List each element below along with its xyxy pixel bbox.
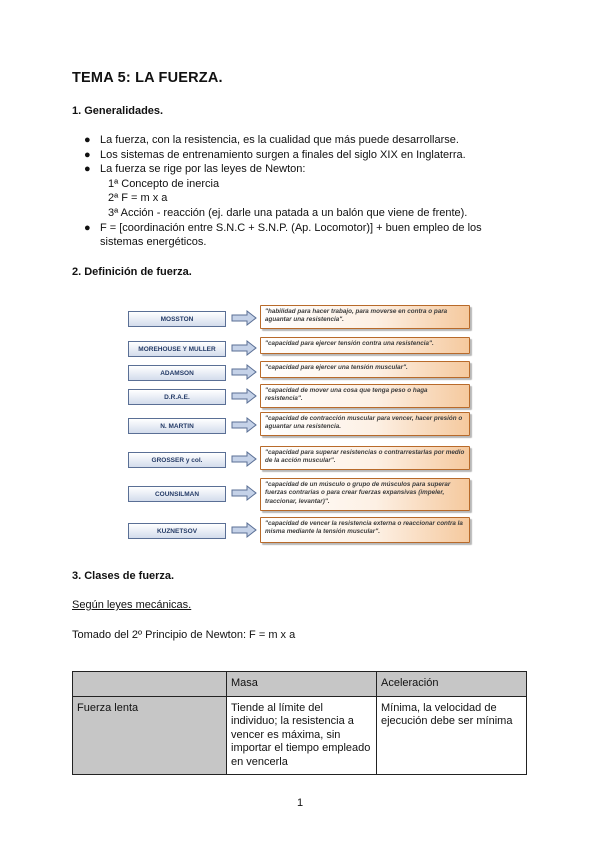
definition-text: "capacidad de vencer la resistencia externa o reaccionar contra la misma mediante la tensión muscular". bbox=[260, 517, 470, 543]
author-label: MOREHOUSE Y MULLER bbox=[128, 341, 226, 357]
section-2-heading: 2. Definición de fuerza. bbox=[72, 266, 192, 278]
table-header-row bbox=[73, 672, 527, 697]
right-arrow-icon bbox=[231, 417, 257, 433]
author-label: GROSSER y col. bbox=[128, 452, 226, 468]
author-label: KUZNETSOV bbox=[128, 523, 226, 539]
author-label: COUNSILMAN bbox=[128, 486, 226, 502]
bullet-icon: ● bbox=[84, 148, 91, 161]
list-item: ● La fuerza, con la resistencia, es la cualidad que más puede desarrollarse. bbox=[84, 134, 459, 146]
table-header-cell: Masa bbox=[227, 672, 377, 697]
right-arrow-icon bbox=[231, 340, 257, 356]
right-arrow-icon bbox=[231, 451, 257, 467]
author-label: N. MARTIN bbox=[128, 418, 226, 434]
newton-law-2: 2ª F = m x a bbox=[108, 192, 168, 205]
list-item: ● La fuerza se rige por las leyes de Newton: bbox=[84, 163, 306, 176]
page-number: 1 bbox=[296, 797, 304, 809]
bullet-icon: ● bbox=[84, 134, 91, 146]
bullet-icon: ● bbox=[84, 163, 91, 176]
right-arrow-icon bbox=[231, 310, 257, 326]
author-label: D.R.A.E. bbox=[128, 389, 226, 405]
bullet-icon: ● bbox=[84, 221, 91, 234]
subheading-mechanical-laws: Según leyes mecánicas. bbox=[72, 599, 192, 611]
table-header-cell bbox=[73, 672, 227, 697]
right-arrow-icon bbox=[231, 522, 257, 538]
definition-text: "capacidad para superar resistencias o contrarrestarlas por medio de la acción muscular". bbox=[260, 446, 470, 470]
section-1-heading: 1. Generalidades. bbox=[72, 105, 164, 117]
definition-text: "habilidad para hacer trabajo, para moverse en contra o para aguantar una resistencia". bbox=[260, 305, 470, 329]
newton-principle-intro: Tomado del 2º Principio de Newton: F = m x a bbox=[72, 629, 296, 641]
definition-text: "capacidad de mover una cosa que tenga peso o haga resistencia". bbox=[260, 384, 470, 408]
right-arrow-icon bbox=[231, 364, 257, 380]
list-item-continuation: sistemas energéticos. bbox=[100, 236, 207, 249]
right-arrow-icon bbox=[231, 485, 257, 501]
table-cell: Fuerza lenta bbox=[73, 696, 227, 775]
definition-text: "capacidad de un músculo o grupo de músculos para superar fuerzas contrarias o para crear fuerzas expansivas (impeler, traccionar, levantar)". bbox=[260, 478, 470, 511]
definition-text: "capacidad para ejercer tensión contra una resistencia". bbox=[260, 337, 470, 354]
section-3-heading: 3. Clases de fuerza. bbox=[72, 570, 175, 582]
newton-law-3: 3ª Acción - reacción (ej. darle una patada a un balón que viene de frente). bbox=[108, 206, 468, 219]
definition-text: "capacidad para ejercer una tensión muscular". bbox=[260, 361, 470, 378]
table-cell: Mínima, la velocidad de ejecución debe ser mínima bbox=[377, 696, 527, 775]
table-cell: Tiende al límite del individuo; la resistencia a vencer es máxima, sin importar el tiempo empleado en vencerla bbox=[227, 696, 377, 775]
table-header-cell: Aceleración bbox=[377, 672, 527, 697]
newton-law-1: 1ª Concepto de inercia bbox=[108, 177, 220, 190]
list-item: ● F = [coordinación entre S.N.C + S.N.P. (Ap. Locomotor)] + buen empleo de los bbox=[84, 221, 482, 234]
author-label: ADAMSON bbox=[128, 365, 226, 381]
author-label: MOSSTON bbox=[128, 311, 226, 327]
list-item: ● Los sistemas de entrenamiento surgen a finales del siglo XIX en Inglaterra. bbox=[84, 148, 466, 161]
generalidades-list bbox=[84, 133, 544, 250]
force-classes-table bbox=[72, 671, 527, 775]
document-title: TEMA 5: LA FUERZA. bbox=[72, 70, 223, 86]
table-row bbox=[73, 696, 527, 775]
definition-text: "capacidad de contracción muscular para vencer, hacer presión o aguantar una resistencia. bbox=[260, 412, 470, 436]
definitions-diagram bbox=[128, 304, 474, 546]
right-arrow-icon bbox=[231, 388, 257, 404]
